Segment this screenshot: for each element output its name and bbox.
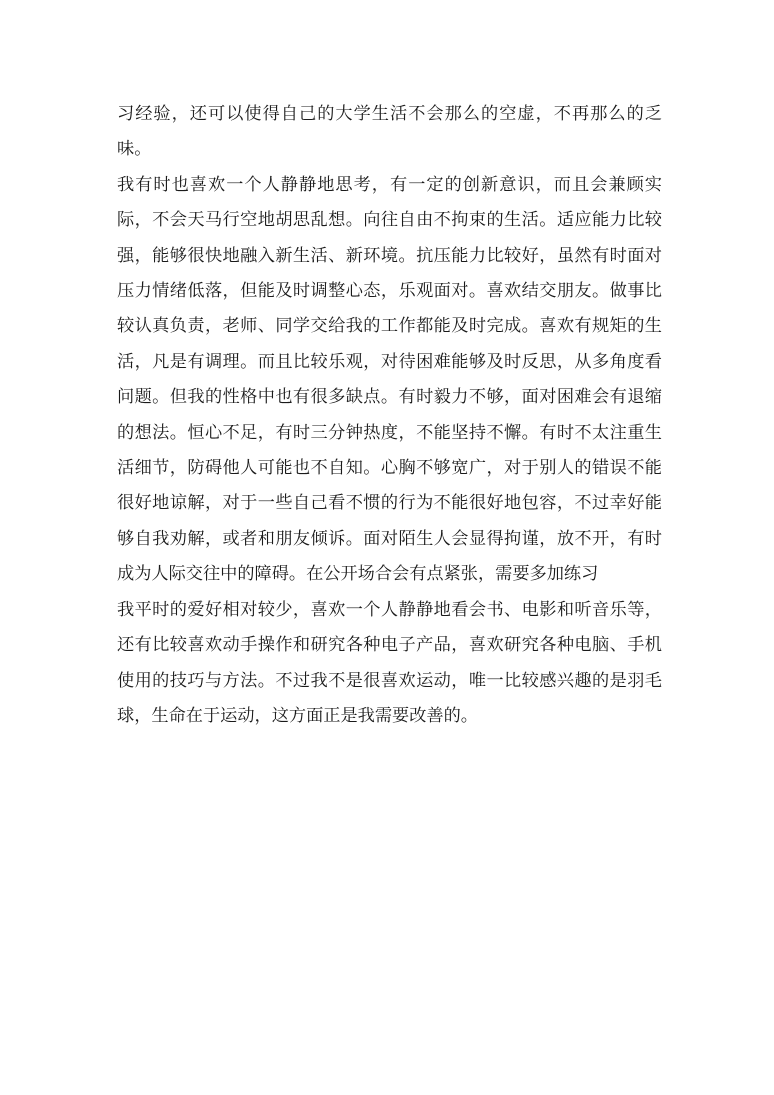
paragraph-hobbies: 我平时的爱好相对较少，喜欢一个人静静地看会书、电影和听音乐等，还有比较喜欢动手操作和研究各种电子产品，喜欢研究各种电脑、手机使用的技巧与方法。不过我不是很喜欢运动，唯一比较感兴趣的是羽毛球，生命在于运动，这方面正是我需要改善的。 — [117, 599, 662, 726]
document-body — [117, 97, 662, 734]
paragraph-personality: 我有时也喜欢一个人静静地思考，有一定的创新意识，而且会兼顾实际，不会天马行空地胡思乱想。向往自由不拘束的生活。适应能力比较强，能够很快地融入新生活、新环境。抗压能力比较好，虽然有时面对压力情绪低落，但能及时调整心态，乐观面对。喜欢结交朋友。做事比较认真负责，老师、同学交给我的工作都能及时完成。喜欢有规矩的生活，凡是有调理。而且比较乐观，对待困难能够及时反思，从多角度看问题。但我的性格中也有很多缺点。有时毅力不够，面对困难会有退缩的想法。恒心不足，有时三分钟热度，不能坚持不懈。有时不太注重生活细节，防碍他人可能也不自知。心胸不够宽广，对于别人的错误不能很好地谅解，对于一些自己看不惯的行为不能很好地包容，不过幸好能够自我劝解，或者和朋友倾诉。面对陌生人会显得拘谨，放不开，有时成为人际交往中的障碍。在公开场合会有点紧张，需要多加练习 — [117, 174, 662, 585]
paragraph-study-experience: 习经验，还可以使得自己的大学生活不会那么的空虚，不再那么的乏味。 — [117, 104, 662, 160]
